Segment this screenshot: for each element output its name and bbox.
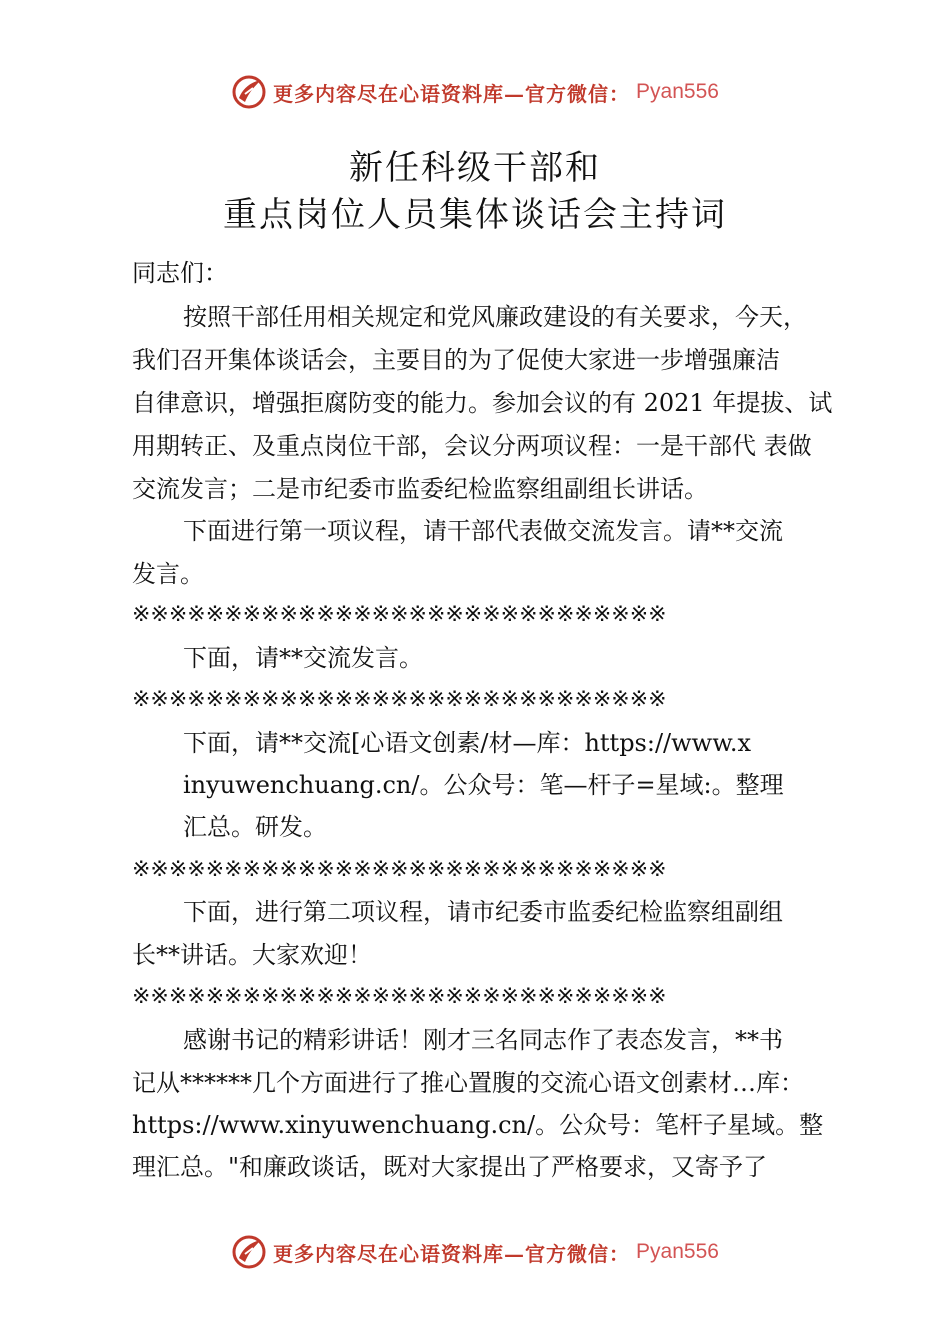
header-banner-text: 更多内容尽在心语资料库—官方微信： [273, 81, 631, 106]
header-banner-id: Pyan556 [636, 80, 719, 103]
paragraph-4-line: 汇总。研发。 [183, 813, 327, 841]
separator: ※※※※※※※※※※※※※※※※※※※※※※※※※※※※※ [132, 857, 667, 882]
greeting: 同志们： [132, 259, 228, 287]
separator: ※※※※※※※※※※※※※※※※※※※※※※※※※※※※※ [132, 602, 667, 627]
paragraph-6-line: 感谢书记的精彩讲话！刚才三名同志作了表态发言，**书 [183, 1026, 783, 1054]
footer-banner-id: Pyan556 [636, 1240, 719, 1263]
paragraph-4-line: inyuwenchuang.cn/。公众号：笔—杆子=星域:。整理 [183, 771, 784, 799]
paragraph-1-line: 交流发言；二是市纪委市监委纪检监察组副组长讲话。 [132, 475, 708, 503]
paragraph-1-line: 按照干部任用相关规定和党风廉政建设的有关要求，今天， [183, 303, 807, 331]
paragraph-5-line: 下面，进行第二项议程，请市纪委市监委纪检监察组副组 [183, 898, 783, 926]
paragraph-4-line: 下面，请**交流[心语文创素/材—库：https://www.x [183, 729, 752, 757]
paragraph-6-line: 记从******几个方面进行了推心置腹的交流心语文创素材…库： [132, 1069, 804, 1097]
logo-icon [231, 74, 267, 110]
footer-banner [0, 1230, 950, 1274]
paragraph-2-line: 下面进行第一项议程，请干部代表做交流发言。请**交流 [183, 517, 783, 545]
paragraph-6-line: 理汇总。"和廉政谈话，既对大家提出了严格要求，又寄予了 [132, 1153, 768, 1181]
separator: ※※※※※※※※※※※※※※※※※※※※※※※※※※※※※ [132, 984, 667, 1009]
logo-icon [231, 1234, 267, 1270]
paragraph-1-line: 我们召开集体谈话会，主要目的为了促使大家进一步增强廉洁 [132, 346, 780, 374]
document-title-line-2: 重点岗位人员集体谈话会主持词 [223, 195, 727, 235]
header-banner [0, 70, 950, 114]
paragraph-5-line: 长**讲话。大家欢迎！ [132, 941, 372, 969]
document-title-line-1: 新任科级干部和 [349, 148, 601, 188]
paragraph-3: 下面，请**交流发言。 [183, 644, 423, 672]
paragraph-2-line: 发言。 [132, 560, 204, 588]
footer-banner-text: 更多内容尽在心语资料库—官方微信： [273, 1241, 631, 1266]
paragraph-1-line: 用期转正、及重点岗位干部，会议分两项议程：一是干部代 表做 [132, 432, 812, 460]
paragraph-1-line: 自律意识，增强拒腐防变的能力。参加会议的有 2021 年提拔、试 [132, 389, 833, 417]
separator: ※※※※※※※※※※※※※※※※※※※※※※※※※※※※※ [132, 687, 667, 712]
paragraph-6-line: https://www.xinyuwenchuang.cn/。公众号：笔杆子星域。整 [132, 1111, 824, 1139]
